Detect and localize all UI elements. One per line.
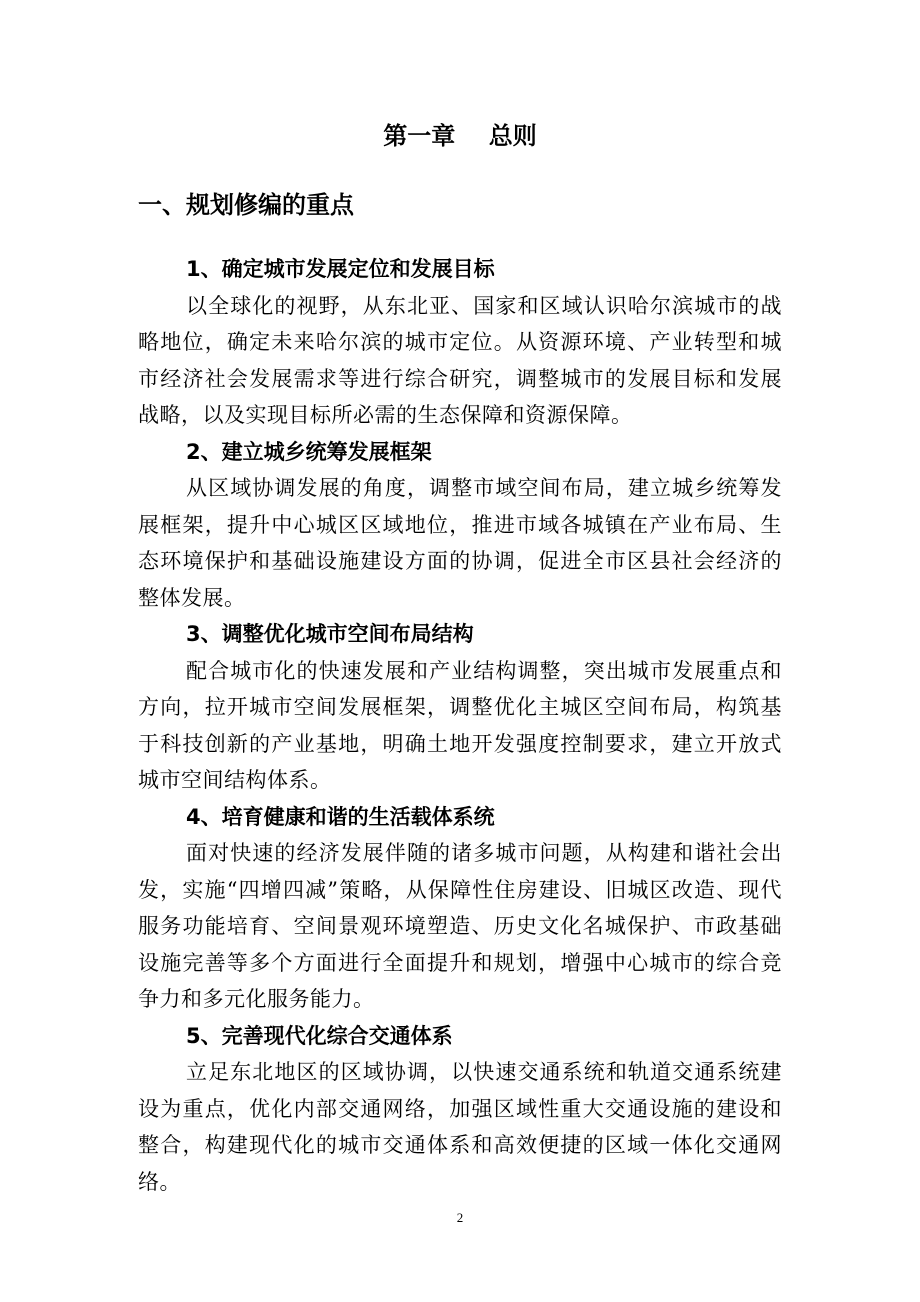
list-item — [138, 434, 782, 617]
list-item — [138, 1018, 782, 1201]
item-paragraph: 立足东北地区的区域协调，以快速交通系统和轨道交通系统建设为重点，优化内部交通网络，加强区域性重大交通设施的建设和整合，构建现代化的城市交通体系和高效便捷的区域一体化交通网络。 — [138, 1060, 782, 1194]
item-heading: 3、调整优化城市空间布局结构 — [186, 622, 474, 646]
page-number: 2 — [456, 1210, 464, 1225]
item-paragraph: 从区域协调发展的角度，调整市域空间布局，建立城乡统筹发展框架，提升中心城区区域地位，推进市域各城镇在产业布局、生态环境保护和基础设施建设方面的协调，促进全市区县社会经济的整体发展。 — [138, 476, 782, 610]
item-paragraph: 以全球化的视野，从东北亚、国家和区域认识哈尔滨城市的战略地位，确定未来哈尔滨的城市定位。从资源环境、产业转型和城市经济社会发展需求等进行综合研究，调整城市的发展目标和发展战略，以及实现目标所必需的生态保障和资源保障。 — [138, 293, 782, 427]
item-paragraph: 配合城市化的快速发展和产业结构调整，突出城市发展重点和方向，拉开城市空间发展框架，调整优化主城区空间布局，构筑基于科技创新的产业基地，明确土地开发强度控制要求，建立开放式城市空间结构体系。 — [138, 658, 782, 792]
item-heading: 5、完善现代化综合交通体系 — [186, 1023, 453, 1048]
document-body — [138, 251, 782, 1200]
item-paragraph: 面对快速的经济发展伴随的诸多城市问题，从构建和谐社会出发，实施“四增四减”策略，从保障性住房建设、旧城区改造、现代服务功能培育、空间景观环境塑造、历史文化名城保护、市政基础设施完善等多个方面进行全面提升和规划，增强中心城市的综合竞争力和多元化服务能力。 — [138, 841, 782, 1011]
list-item — [138, 799, 782, 1018]
chapter-title: 第一章 总则 — [383, 122, 537, 150]
item-heading: 1、确定城市发展定位和发展目标 — [186, 257, 495, 281]
list-item — [138, 251, 782, 434]
item-heading: 2、建立城乡统筹发展框架 — [186, 439, 432, 464]
item-heading: 4、培育健康和谐的生活载体系统 — [186, 804, 495, 829]
section-heading: 一、规划修编的重点 — [138, 191, 354, 219]
list-item — [138, 616, 782, 799]
